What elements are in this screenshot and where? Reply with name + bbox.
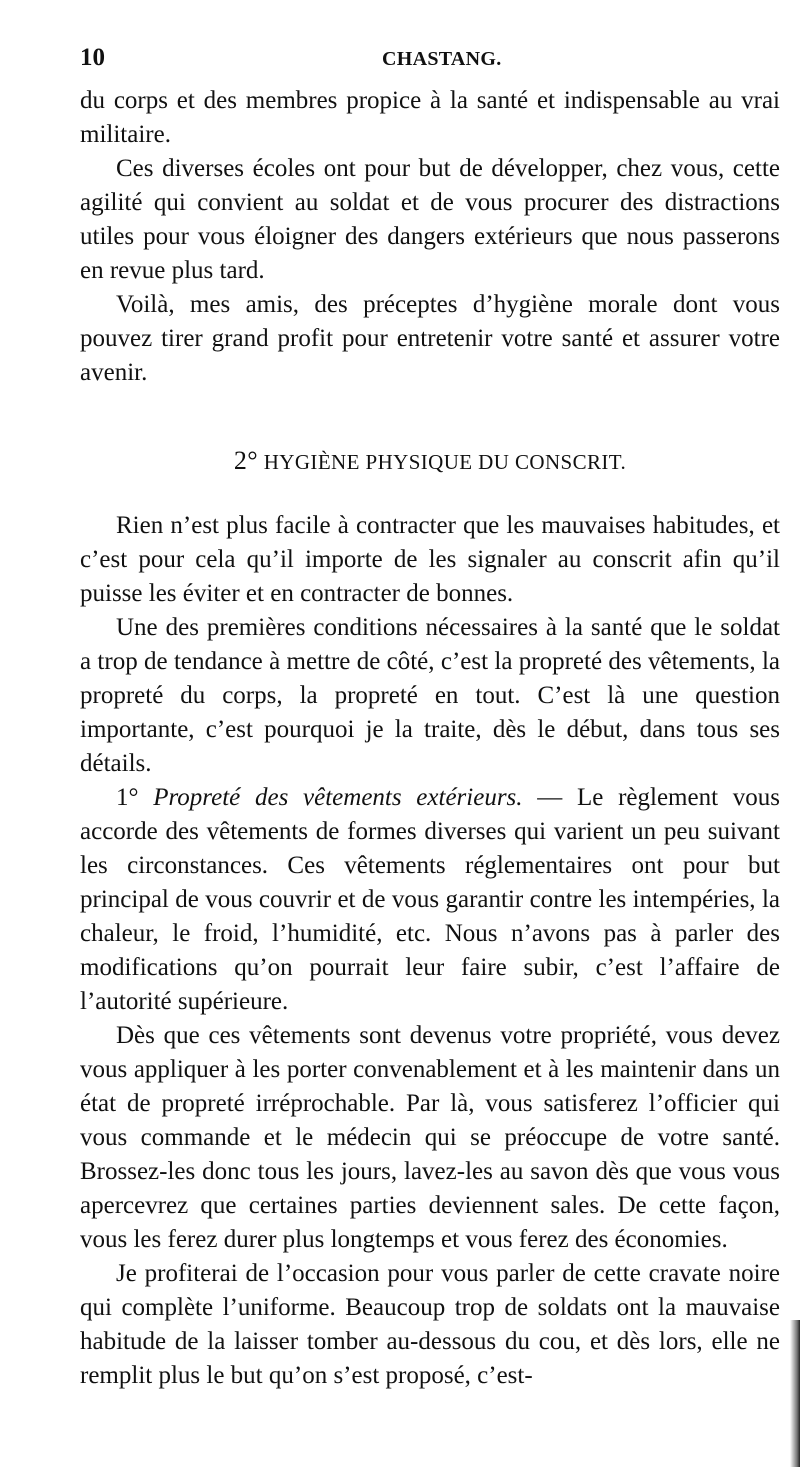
- subsection-title: Propreté des vêtements extérieurs.: [153, 784, 523, 811]
- paragraph-continuation: du corps et des membres propice à la santé et indispensable au vrai militaire.: [80, 87, 780, 148]
- section-title: HYGIÈNE PHYSIQUE DU CONSCRIT.: [263, 450, 627, 474]
- paragraph: Rien n’est plus facile à contracter que les mauvaises habitudes, et c’est pour cela qu’il importe de les signaler au conscrit afin qu’il puisse les éviter et en contracter de bonnes.: [80, 512, 780, 607]
- body-text: [80, 84, 780, 1393]
- subsection-number: 1°: [116, 784, 139, 811]
- paragraph: Une des premières conditions nécessaires à la santé que le soldat a trop de tendance à mettre de côté, c’est la propreté des vêtements, la propreté du corps, la propreté en tout. C’est là une question importante, c’est pourquoi je la traite, dès le début, dans tous ses détails.: [80, 614, 780, 777]
- scan-edge-shadow: [790, 1320, 800, 1467]
- page-number: 10: [80, 44, 105, 71]
- paragraph: Je profiterai de l’occasion pour vous parler de cette cravate noire qui complète l’uniforme. Beaucoup trop de soldats ont la mauvaise habitude de la laisser tomber au-dessous du cou, et dès lors, elle ne remplit plus le but qu’on s’est proposé, c’est-: [80, 1260, 780, 1389]
- paragraph: Voilà, mes amis, des préceptes d’hygiène morale dont vous pouvez tirer grand profit pour entretenir votre santé et assurer votre avenir.: [80, 291, 780, 386]
- subsection-paragraph: [80, 781, 780, 1019]
- paragraph: Dès que ces vêtements sont devenus votre propriété, vous devez vous appliquer à les porter convenablement et à les maintenir dans un état de propreté irréprochable. Par là, vous satisferez l’officier qui vous commande et le médecin qui se préoccupe de votre santé. Brossez-les donc tous les jours, lavez-les au savon dès que vous vous apercevrez que certaines parties deviennent sales. De cette façon, vous les ferez durer plus longtemps et vous ferez des économies.: [80, 1022, 780, 1253]
- paragraph: Ces diverses écoles ont pour but de développer, chez vous, cette agilité qui convient au soldat et de vous procurer des distractions utiles pour vous éloigner des dangers extérieurs que nous passerons en revue plus tard.: [80, 155, 780, 284]
- running-title: CHASTANG.: [382, 48, 502, 70]
- subsection-text: — Le règlement vous accorde des vêtements de formes diverses qui varient un peu suivant les circonstances. Ces vêtements réglementaires ont pour but principal de vous couvrir et de vous garantir contre les intempéries, la chaleur, le froid, l’humidité, etc. Nous n’avons pas à parler des modifications qu’on pourrait leur faire subir, c’est l’affaire de l’autorité supérieure.: [80, 784, 780, 1015]
- running-head: [80, 44, 780, 72]
- section-number: 2°: [233, 446, 259, 475]
- section-heading: [80, 444, 780, 479]
